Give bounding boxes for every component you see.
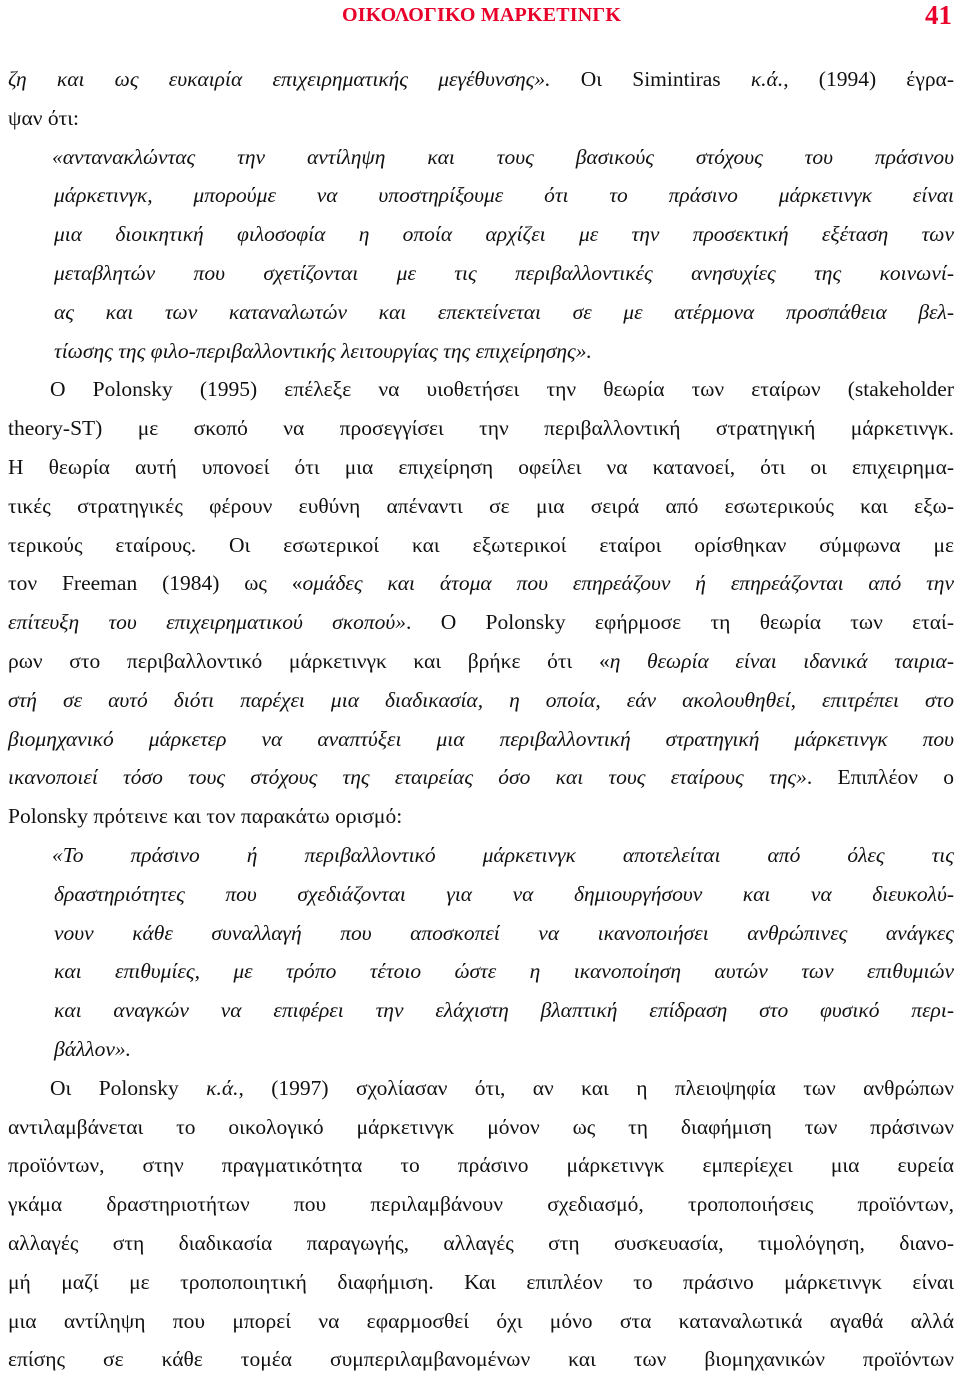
text-line <box>8 99 954 138</box>
text-run: τερικούς εταίρους. Οι εσωτερικοί και εξωτερικοί εταίροι ορίσθηκαν σύμφωνα με <box>8 532 954 557</box>
text-line <box>8 1185 954 1224</box>
text-run: ρων στο περιβαλλοντικό μάρκετινγκ και βρήκε ότι « <box>8 648 610 673</box>
text-line <box>8 448 954 487</box>
running-header-title: ΟΙΚΟΛΟΓΙΚΟ ΜΑΡΚΕΤΙΝΓΚ <box>342 4 622 26</box>
text-line <box>8 487 954 526</box>
text-run: Οι Polonsky <box>50 1075 207 1100</box>
text-line <box>8 1263 954 1302</box>
text-line <box>8 642 954 681</box>
italic-text-run: μάρκετινγκ, μπορούμε να υποστηρίξουμε ότι το πράσινο μάρκετινγκ είναι <box>54 183 954 208</box>
italic-text-run: «Το πράσινο ή περιβαλλοντικό μάρκετινγκ αποτελείται από όλες τις <box>52 842 954 867</box>
text-run: προϊόντων, στην πραγματικότητα το πράσινο μάρκετινγκ εμπερίεχει μια ευρεία <box>8 1153 954 1178</box>
text-line <box>8 681 954 720</box>
italic-text-run: και αναγκών να επιφέρει την ελάχιστη βλαπτική επίδραση στο φυσικό περι- <box>54 998 954 1023</box>
text-line <box>8 176 954 215</box>
italic-text-run: στή σε αυτό διότι παρέχει μια διαδικασία, η οποία, εάν ακολουθηθεί, επιτρέπει στο <box>8 687 954 712</box>
text-line <box>8 758 954 797</box>
text-run: Polonsky πρότεινε και τον παρακάτω ορισμό: <box>8 804 403 829</box>
text-run: επίσης σε κάθε τομέα συμπεριλαμβανομένων και των βιομηχανικών προϊόντων <box>8 1347 954 1372</box>
text-run: theory-ST) με σκοπό να προσεγγίσει την περιβαλλοντική στρατηγική μάρκετινγκ. <box>8 416 954 441</box>
text-run: τον Freeman (1984) ως « <box>8 571 303 596</box>
italic-text-run: βάλλον». <box>54 1036 132 1061</box>
text-run: Ο Polonsky (1995) επέλεξε να υιοθετήσει την θεωρία των εταίρων (stakeholder <box>50 377 954 402</box>
italic-text-run: βιομηχανικό μάρκετερ να αναπτύξει μια περιβαλλοντική στρατηγική μάρκετινγκ που <box>8 726 954 751</box>
text-line <box>8 797 954 836</box>
text-run: αλλαγές στη διαδικασία παραγωγής, αλλαγές στη συσκευασία, τιμολόγηση, διανο- <box>8 1230 954 1255</box>
italic-text-run: κ.ά. <box>750 67 784 91</box>
text-line <box>8 370 954 409</box>
text-run: ψαν ότι: <box>8 105 79 130</box>
italic-text-run: δραστηριότητες που σχεδιάζονται για να δημιουργήσουν και να διευκολύ- <box>54 881 954 906</box>
italic-text-run: τίωσης της φιλο-περιβαλλοντικής λειτουργίας της επιχείρησης». <box>54 338 592 363</box>
italic-text-run: η θεωρία είναι ιδανικά ταιρια- <box>609 648 954 673</box>
text-run: γκάμα δραστηριοτήτων που περιλαμβάνουν σχεδιασμό, τροποποιήσεις προϊόντων, <box>8 1192 954 1217</box>
text-line <box>8 875 954 914</box>
italic-text-run: μεταβλητών που σχετίζονται με τις περιβαλλοντικές ανησυχίες της κοινωνί- <box>54 260 954 285</box>
text-line <box>8 564 954 603</box>
text-run: , (1994) έγρα- <box>783 67 954 91</box>
text-line <box>8 1224 954 1263</box>
text-run: , (1997) σχολίασαν ότι, αν και η πλειοψηφία των ανθρώπων <box>238 1075 954 1100</box>
text-line <box>8 603 954 642</box>
text-line <box>8 60 954 99</box>
text-run: αντιλαμβάνεται το οικολογικό μάρκετινγκ μόνον ως τη διαφήμιση των πράσινων <box>8 1114 954 1139</box>
italic-text-run: επίτευξη του επιχειρηματικού σκοπού» <box>8 610 406 635</box>
body-text <box>8 60 954 1379</box>
text-run: . Επιπλέον ο <box>806 765 954 790</box>
text-line <box>8 1108 954 1147</box>
text-line <box>8 526 954 565</box>
italic-text-run: και επιθυμίες, με τρόπο τέτοιο ώστε η ικανοποίηση αυτών των επιθυμιών <box>54 959 954 984</box>
text-line <box>8 914 954 953</box>
text-line <box>8 1146 954 1185</box>
text-run: Η θεωρία αυτή υπονοεί ότι μια επιχείρηση οφείλει να κατανοεί, ότι οι επιχειρημα- <box>8 454 954 479</box>
text-line <box>8 991 954 1030</box>
italic-text-run: ικανοποιεί τόσο τους στόχους της εταιρείας όσο και τους εταίρους της» <box>8 765 807 790</box>
text-run: Οι Simintiras <box>580 67 751 91</box>
text-line <box>8 409 954 448</box>
text-line <box>8 836 954 875</box>
text-line <box>8 254 954 293</box>
italic-text-run: μια διοικητική φιλοσοφία η οποία αρχίζει με την προσεκτική εξέταση των <box>54 222 954 247</box>
text-line <box>8 1069 954 1108</box>
italic-text-run: ομάδες και άτομα που επηρεάζουν ή επηρεάζονται από την <box>302 571 954 596</box>
italic-text-run: νουν κάθε συναλλαγή που αποσκοπεί να ικανοποιήσει ανθρώπινες ανάγκες <box>54 920 954 945</box>
text-run: μια αντίληψη που μπορεί να εφαρμοσθεί όχι μόνο στα καταναλωτικά αγαθά αλλά <box>8 1308 954 1333</box>
text-line <box>8 720 954 759</box>
text-line <box>8 215 954 254</box>
page-number: 41 <box>925 0 952 30</box>
italic-text-run: ας και των καταναλωτών και επεκτείνεται σε με ατέρμονα προσπάθεια βελ- <box>54 299 954 324</box>
text-run: μή μαζί με τροποποιητική διαφήμιση. Και επιπλέον το πράσινο μάρκετινγκ είναι <box>8 1269 954 1294</box>
text-line <box>8 1030 954 1069</box>
text-run: . Ο Polonsky εφήρμοσε τη θεωρία των εταί- <box>406 610 954 635</box>
text-line <box>8 138 954 177</box>
text-line <box>8 1340 954 1379</box>
italic-text-run: ζη και ως ευκαιρία επιχειρηματικής μεγέθυνσης». <box>8 67 581 91</box>
italic-text-run: «αντανακλώντας την αντίληψη και τους βασικούς στόχους του πράσινου <box>52 144 954 169</box>
text-run: τικές στρατηγικές φέρουν ευθύνη απέναντι σε μια σειρά από εσωτερικούς και εξω- <box>8 493 954 518</box>
italic-text-run: κ.ά. <box>206 1075 239 1100</box>
text-line <box>8 1302 954 1341</box>
text-line <box>8 293 954 332</box>
text-line <box>8 952 954 991</box>
text-line <box>8 332 954 371</box>
page-header <box>0 0 960 34</box>
